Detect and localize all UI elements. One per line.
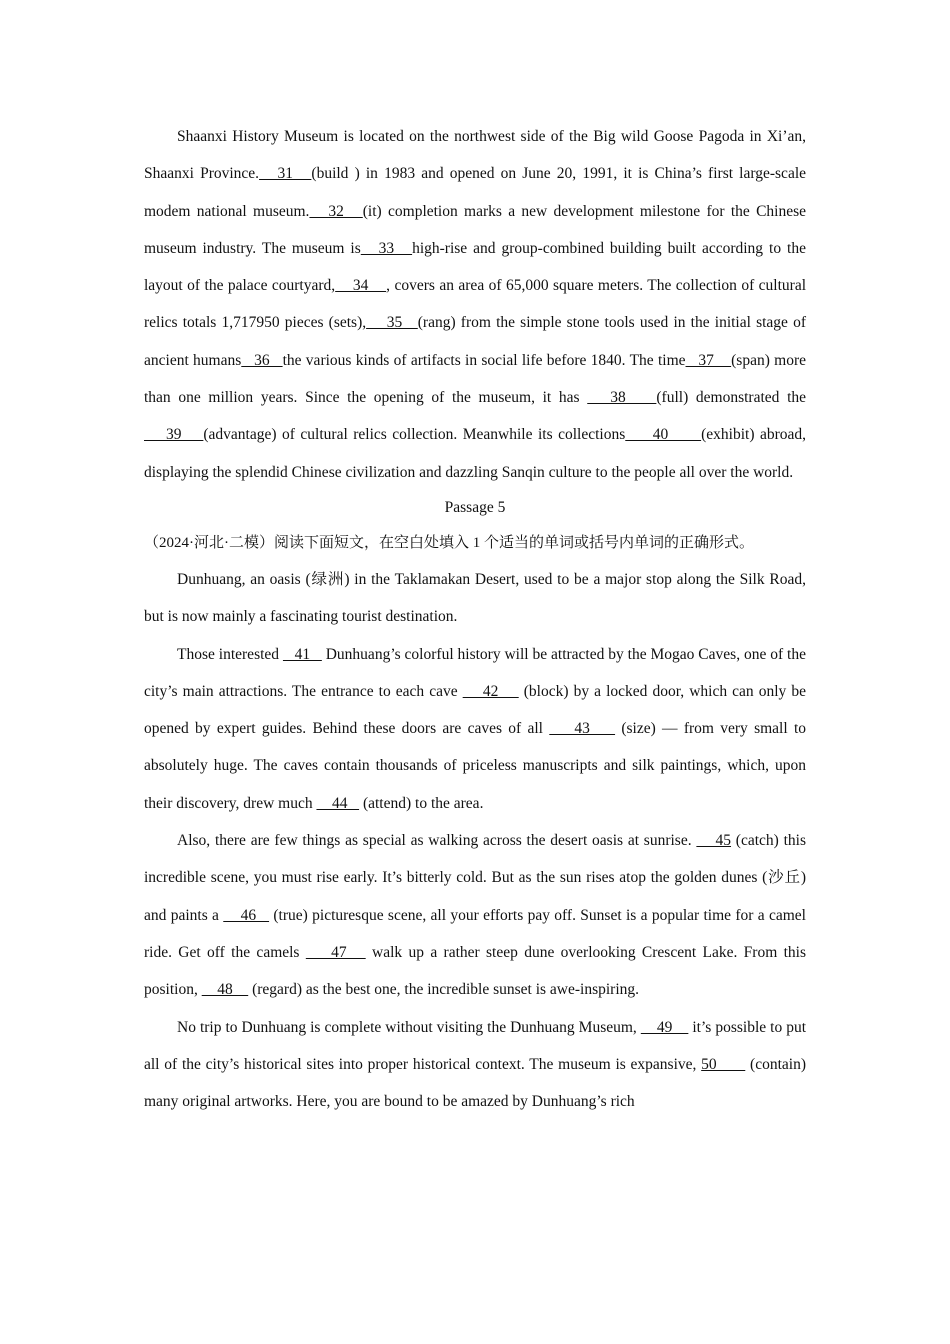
text-run: (advantage) of cultural relics collection. Meanwhile its collections (203, 426, 626, 444)
answer-blank: 50 (701, 1055, 746, 1073)
text-run: (true) picturesque scene, all your efforts pay off. Sunset is a popular time for a camel ride. Get off the camels (144, 906, 806, 961)
text-run: (exhibit) abroad, displaying the splendid Chinese civilization and dazzling Sanqin culture to the people all over the world. (144, 426, 807, 481)
text-run: (attend) to the area. (359, 794, 484, 812)
passage5-paragraph-1 (144, 561, 806, 636)
answer-blank: 49 (640, 1018, 689, 1036)
answer-blank: 41 (282, 645, 322, 663)
answer-blank: 48 (201, 981, 249, 999)
answer-blank: 45 (696, 832, 732, 850)
text-run: Dunhuang, an oasis (绿洲) in the Taklamakan Desert, used to be a major stop along the Silk Road, but is now mainly a fascinating tourist destination. (144, 570, 806, 626)
text-run: (build ) in 1983 and opened on June 20, 1991, it is China’s first large-scale modem national museum. (144, 165, 807, 220)
answer-blank: 31 (259, 165, 312, 183)
text-run: , covers an area of 65,000 square meters. The collection of cultural relics totals 1,717950 pieces (sets), (144, 277, 807, 332)
answer-blank: 34 (335, 277, 387, 295)
answer-blank: 43 (549, 720, 616, 738)
passage5-paragraph-3 (144, 822, 806, 1008)
answer-blank: 40 (625, 426, 702, 444)
text-run: (full) demonstrated the (656, 389, 807, 407)
text-run: (span) more than one million years. Since the opening of the museum, it has (144, 351, 807, 407)
text-run: (contain) many original artworks. Here, you are bound to be amazed by Dunhuang’s rich (144, 1055, 806, 1111)
passage5-paragraph-4 (144, 1009, 806, 1121)
answer-blank: 47 (305, 943, 366, 961)
text-run: No trip to Dunhuang is complete without visiting the Dunhuang Museum, (177, 1018, 641, 1036)
text-run: Shaanxi History Museum is located on the northwest side of the Big wild Goose Pagoda in Xi’an, Shaanxi Province. (144, 128, 806, 183)
passage4-paragraph (144, 118, 806, 491)
answer-blank: 33 (360, 239, 413, 257)
text-run: Dunhuang’s colorful history will be attracted by the Mogao Caves, one of the city’s main attractions. The entrance to each cave (144, 645, 806, 700)
answer-blank: 44 (316, 794, 360, 812)
text-run: it’s possible to put all of the city’s historical sites into proper historical context. The museum is expansive, (144, 1018, 807, 1073)
passage5-paragraph-2 (144, 636, 806, 822)
text-run: (catch) this incredible scene, you must rise early. It’s bitterly cold. But as the sun rises atop the golden dunes (沙丘) and paints a (144, 832, 806, 924)
text-run: the various kinds of artifacts in social life before 1840. The time (282, 351, 686, 369)
exercise-instruction: （2024·河北·二模）阅读下面短文，在空白处填入 1 个适当的单词或括号内单词的正确形式。 (144, 534, 754, 551)
text-run: (rang) from the simple stone tools used in the initial stage of ancient humans (144, 314, 807, 369)
answer-blank: 46 (223, 906, 270, 924)
text-run: Those interested (177, 645, 283, 663)
answer-blank: 32 (309, 202, 363, 220)
answer-blank: 38 (587, 389, 657, 407)
text-run: (block) by a locked door, which can only be opened by expert guides. Behind these doors are caves of all (144, 682, 806, 738)
text-run: (it) completion marks a new development milestone for the Chinese museum industry. The museum is (144, 202, 807, 257)
answer-blank: 42 (462, 682, 519, 700)
passage-title: Passage 5 (444, 498, 506, 516)
answer-blank: 36 (241, 351, 283, 369)
answer-blank: 39 (144, 426, 204, 444)
text-run: high-rise and group-combined building built according to the layout of the palace courtyard, (144, 239, 806, 295)
text-run: (size) — from very small to absolutely huge. The caves contain thousands of priceless manuscripts and silk paintings, which, upon their discovery, drew much (144, 720, 806, 812)
document-content (144, 118, 806, 1120)
text-run: (regard) as the best one, the incredible sunset is awe-inspiring. (248, 981, 640, 999)
answer-blank: 37 (685, 351, 732, 369)
text-run: Also, there are few things as special as walking across the desert oasis at sunrise. (177, 832, 697, 850)
text-run: walk up a rather steep dune overlooking Crescent Lake. From this position, (144, 943, 807, 999)
answer-blank: 35 (366, 314, 418, 332)
